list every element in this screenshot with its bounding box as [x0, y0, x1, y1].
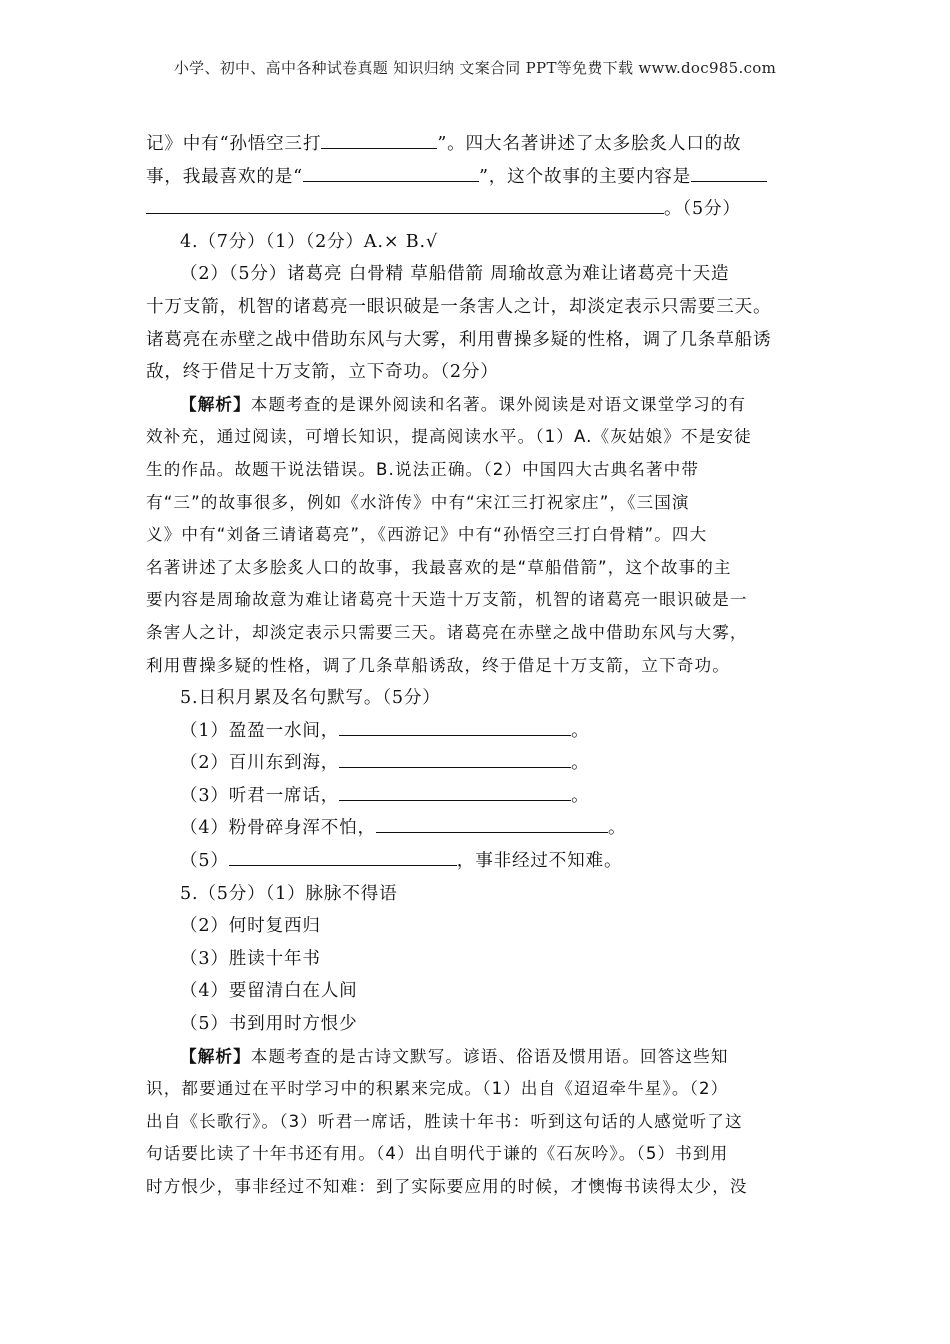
document-body — [146, 128, 806, 1204]
q4-line-3: 十万支箭，机智的诸葛亮一眼识破是一条害人之计，却淡定表示只需要三天。 — [146, 296, 772, 317]
q4-line-5: 敌，终于借足十万支箭，立下奇功。（2分） — [146, 362, 499, 383]
q5-item-3 — [146, 780, 806, 813]
q4-line-4: 诸葛亮在赤壁之战中借助东风与大雾，利用曹操多疑的性格，调了几条草船诱 — [146, 329, 772, 350]
q4-line-1: 4.（7分）（1）（2分）A.× B.√ — [180, 231, 438, 252]
q5-title: 5.日积月累及名句默写。（5分） — [180, 688, 441, 709]
analysis2-line-2: 识，都要通过在平时学习中的积累来完成。（1）出自《迢迢牵牛星》。（2） — [146, 1079, 729, 1099]
analysis1-line-6: 名著讲述了太多脍炙人口的故事，我最喜欢的是“草船借箭”，这个故事的主 — [146, 557, 732, 577]
q5-item-4 — [146, 812, 806, 845]
q3-text: 事，我最喜欢的是“ — [146, 166, 303, 187]
q5-prompt: （1）盈盈一水间， — [180, 720, 340, 741]
analysis2-line-1 — [146, 1041, 806, 1074]
analysis2-line-4: 句话要比读了十年书还有用。（4）出自明代于谦的《石灰吟》。（5）书到用 — [146, 1144, 729, 1164]
answer-blank — [376, 812, 608, 833]
q5-end-mark: 。 — [571, 753, 590, 774]
ans5-line-5: （5）书到用时方恨少 — [180, 1014, 358, 1035]
q5-prompt: （5） — [180, 851, 229, 872]
analysis-text: 本题考查的是古诗文默写。谚语、俗语及惯用语。回答这些知 — [250, 1046, 729, 1066]
analysis1-line-2: 效补充，通过阅读，可增长知识，提高阅读水平。（1）A.《灰姑娘》不是安徒 — [146, 427, 752, 447]
analysis1-line-3: 生的作品。故题干说法错误。B.说法正确。（2）中国四大古典名著中带 — [146, 459, 700, 479]
q5-prompt: （3）听君一席话， — [180, 785, 340, 806]
analysis1-line-5: 义》中有“刘备三请诸葛亮”，《西游记》中有“孙悟空三打白骨精”。四大 — [146, 525, 708, 545]
q5-item-1 — [146, 715, 806, 748]
answer-blank — [339, 747, 571, 768]
q5-prompt: （4）粉骨碎身浑不怕， — [180, 818, 376, 839]
q5-item-5 — [146, 845, 806, 878]
q3-line-3 — [146, 193, 806, 226]
analysis1-line-7: 要内容是周瑜故意为难让诸葛亮十天造十万支箭，机智的诸葛亮一眼识破是一 — [146, 590, 748, 610]
q5-item-2 — [146, 747, 806, 780]
ans5-line-4: （4）要留清白在人间 — [180, 981, 358, 1002]
q4-line-2: （2）（5分）诸葛亮 白骨精 草船借箭 周瑜故意为难让诸葛亮十天造 — [180, 264, 730, 285]
q5-end-mark: 。 — [571, 720, 590, 741]
analysis1-line-9: 利用曹操多疑的性格，调了几条草船诱敌，终于借足十万支箭，立下奇功。 — [146, 655, 730, 675]
answer-blank — [691, 161, 767, 182]
analysis-text: 本题考查的是课外阅读和名著。课外阅读是对语文课堂学习的有 — [250, 394, 747, 414]
q3-text: 记》中有“孙悟空三打 — [146, 134, 322, 154]
q5-prompt: ，事非经过不知难。 — [456, 851, 623, 872]
analysis2-line-5: 时方恨少，事非经过不知难：到了实际要应用的时候，才懊悔书读得太少，没 — [146, 1177, 748, 1196]
analysis1-line-4: 有“三”的故事很多，例如《水浒传》中有“宋江三打祝家庄”，《三国演 — [146, 492, 690, 512]
analysis1-line-8: 条害人之计，却淡定表示只需要三天。诸葛亮在赤壁之战中借助东风与大雾， — [146, 622, 748, 642]
answer-blank — [146, 193, 664, 214]
q5-prompt: （2）百川东到海， — [180, 753, 340, 774]
q5-end-mark: 。 — [607, 818, 627, 839]
analysis-label: 【解析】 — [180, 394, 251, 414]
ans5-line-2: （2）何时复西归 — [180, 916, 321, 937]
analysis-label: 【解析】 — [180, 1046, 251, 1066]
q3-text: ”。四大名著讲述了太多脍炙人口的故 — [437, 134, 742, 154]
q3-line-1 — [146, 128, 806, 161]
answer-blank — [303, 161, 479, 182]
ans5-line-3: （3）胜读十年书 — [180, 948, 321, 969]
q3-line-2 — [146, 161, 806, 194]
analysis2-line-3: 出自《长歌行》。（3）听君一席话，胜读十年书：听到这句话的人感觉听了这 — [146, 1111, 743, 1131]
answer-blank — [229, 845, 457, 866]
answer-blank — [321, 128, 437, 149]
answer-blank — [339, 715, 571, 736]
page-header: 小学、初中、高中各种试卷真题 知识归纳 文案合同 PPT等免费下载 www.doc985.com — [173, 59, 777, 77]
ans5-line-1: 5.（5分）（1）脉脉不得语 — [180, 883, 398, 904]
answer-blank — [339, 780, 571, 801]
analysis1-line-1 — [146, 389, 806, 422]
q3-text: 。（5分） — [664, 199, 741, 220]
q3-text: ”，这个故事的主要内容是 — [478, 166, 692, 187]
q5-end-mark: 。 — [571, 785, 590, 806]
